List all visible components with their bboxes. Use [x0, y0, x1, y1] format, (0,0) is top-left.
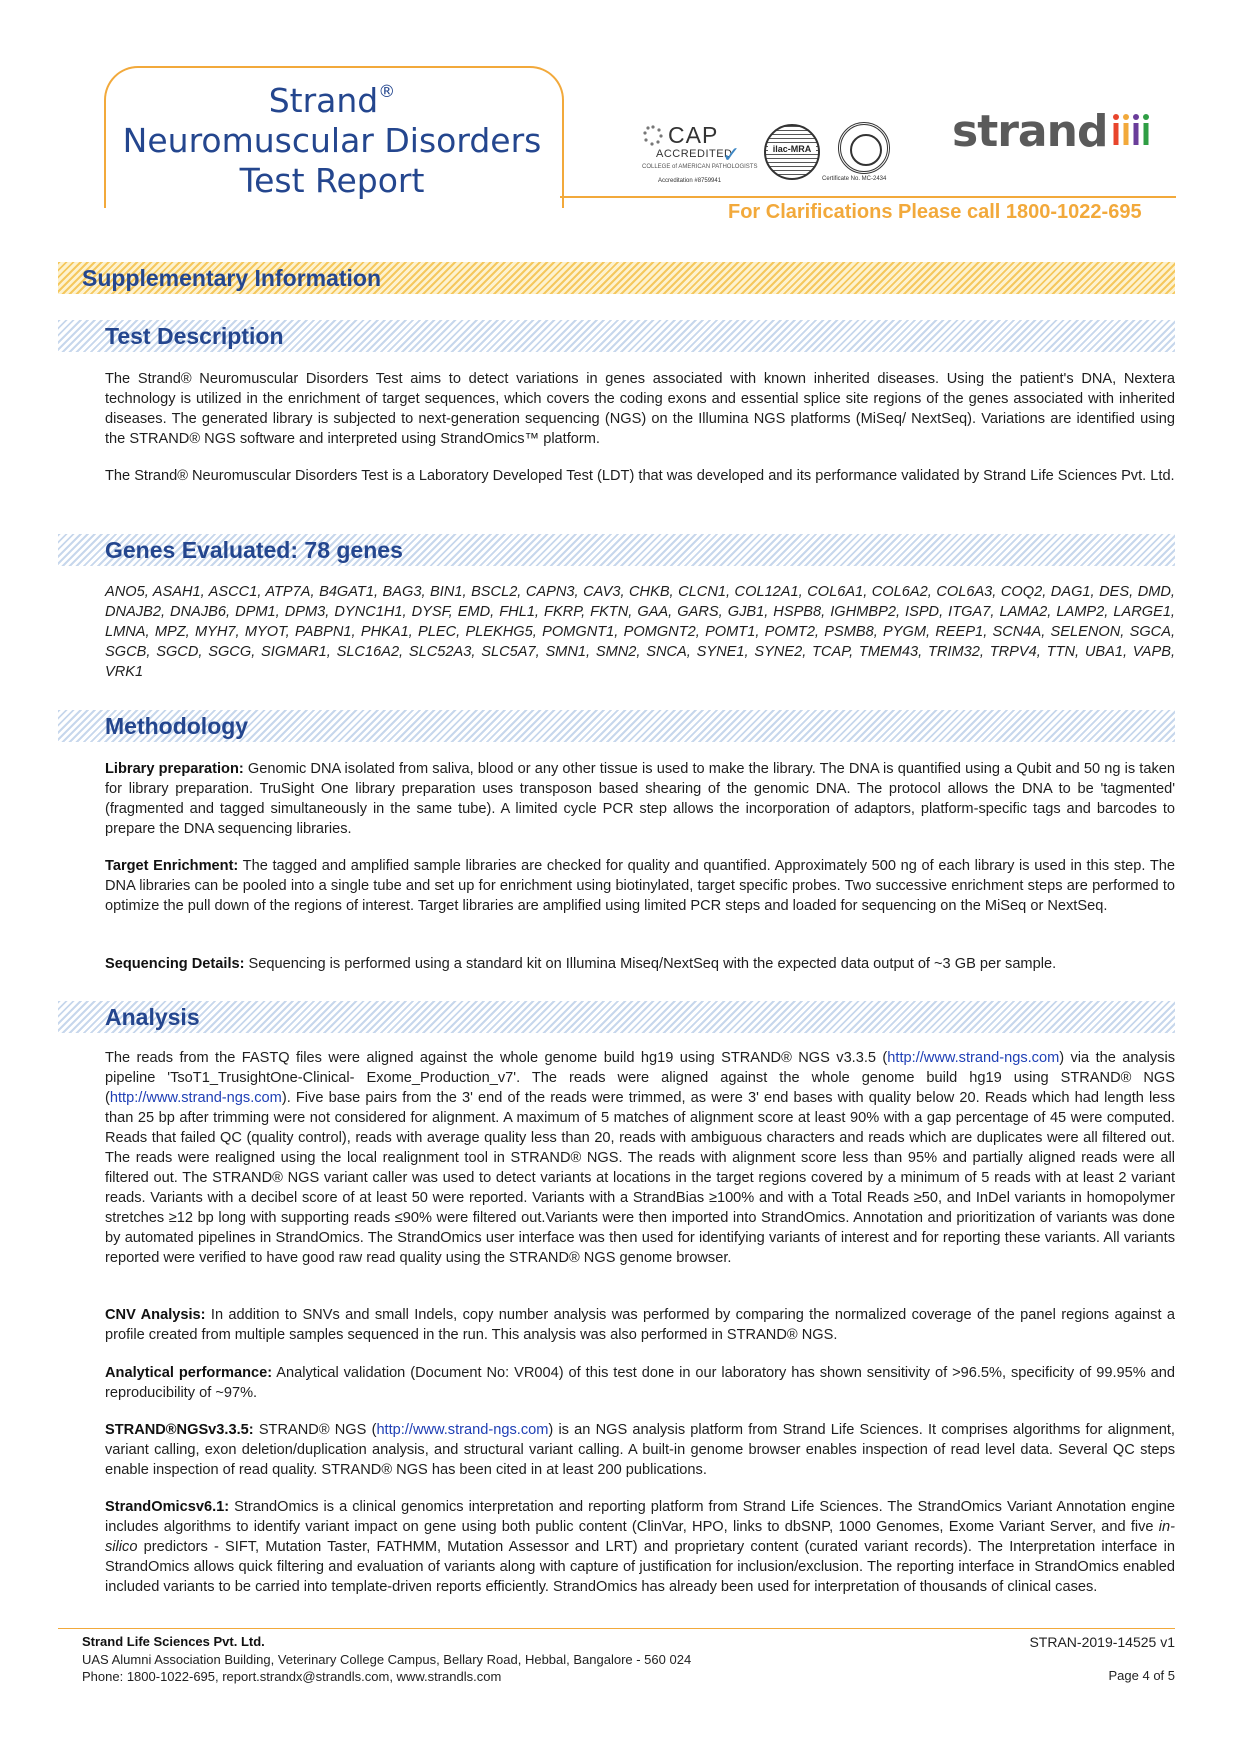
clarification-phone: For Clarifications Please call 1800-1022-695 — [728, 201, 1142, 223]
strand-bars-icon — [1112, 112, 1152, 146]
library-preparation-label: Library preparation: — [105, 761, 244, 777]
nabl-seal-icon — [838, 122, 890, 174]
strandomics-paragraph — [105, 1497, 1175, 1597]
cnv-analysis-paragraph — [105, 1305, 1175, 1345]
section-bar-methodology — [58, 710, 1175, 742]
title-line-2: Neuromuscular Disorders — [122, 121, 542, 160]
strandomics-text-2: predictors - SIFT, Mutation Taster, FATHMM, Mutation Assessor and LRT) and proprietary content (curated variant records). The Interpretation interface in StrandOmics allows quick filtering and evaluation of variants along with capture of justification for inclusion/exclusion. The reporting interface in StrandOmics enabled included variants to be carried into template-driven reports efficiently. StrandOmics has already been used for interpretation of thousands of clinical cases. — [105, 1539, 1175, 1595]
cap-accreditation-logo — [640, 118, 758, 194]
analysis-text-2: ) via the analysis pipeline 'TsoT1_TrusightOne-Clinical- Exome_Production_v7'. The reads were aligned against the whole genome build hg19 using STRAND® NGS ( — [105, 1050, 1175, 1106]
analysis-text-1: The reads from the FASTQ files were aligned against the whole genome build hg19 using STRAND® NGS v3.3.5 ( — [105, 1050, 888, 1066]
target-enrichment-paragraph — [105, 856, 1175, 916]
footer-address: UAS Alumni Association Building, Veterinary College Campus, Bellary Road, Hebbal, Bangalore - 560 024 — [82, 1652, 692, 1667]
document-id: STRAN-2019-14525 v1 — [1029, 1634, 1175, 1650]
strand-ngs-link[interactable]: http://www.strand-ngs.com — [887, 1050, 1060, 1066]
strand-ngs-link-3[interactable]: http://www.strand-ngs.com — [376, 1422, 549, 1438]
strand-ngs-label: STRAND®NGSv3.3.5: — [105, 1422, 254, 1438]
strandomics-label: StrandOmicsv6.1: — [105, 1499, 230, 1515]
cnv-analysis-text: In addition to SNVs and small Indels, copy number analysis was performed by comparing the normalized coverage of the panel regions against a profile created from multiple samples sequenced in the run. This analysis was also performed in STRAND® NGS. — [105, 1307, 1175, 1343]
strand-ngs-text-1: STRAND® NGS ( — [253, 1422, 377, 1438]
section-bar-test-description — [58, 320, 1175, 352]
analytical-performance-label: Analytical performance: — [105, 1365, 273, 1381]
sequencing-details-text: Sequencing is performed using a standard kit on Illumina Miseq/NextSeq with the expected data output of ~3 GB per sample. — [244, 956, 1057, 972]
test-description-paragraph-2: The Strand® Neuromuscular Disorders Test is a Laboratory Developed Test (LDT) that was developed and its performance validated by Strand Life Sciences Pvt. Ltd. — [105, 468, 1175, 484]
cap-dots-icon — [642, 124, 664, 146]
nabl-certificate-number: Certificate No. MC-2434 — [822, 176, 887, 182]
library-preparation-paragraph — [105, 759, 1175, 839]
strand-logo: strand — [952, 106, 1108, 157]
section-bar-analysis — [58, 1001, 1175, 1033]
analysis-text-3: ). Five base pairs from the 3' end of the reads were trimmed, as were 3' end bases with quality below 20. Reads which had length less than 25 bp after trimming were not considered for alignment. A maximum of 5 matches of alignment score at least 90% with a gap percentage of 45 were computed. Reads that failed QC (quality control), reads with average quality less than 20, reads with ambiguous characters and reads which are duplicates were all filtered out. The reads were realigned using the local realignment tool in STRAND® NGS. The reads with alignment score less than 95% and partially aligned reads were all filtered out. The STRAND® NGS variant caller was used to detect variants at locations in the target regions covered by a minimum of 5 reads with at least 2 variant reads. Variants with a decibel score of at least 50 were reported. Variants with a StrandBias ≥100% and with a Total Reads ≥50, and InDel variants in homopolymer stretches ≥12 bp long with supporting reads ≤90% were filtered out.Variants were then imported into StrandOmics. Annotation and prioritization of variants was done by automated pipelines in StrandOmics. The StrandOmics user interface was then used for identifying variants of interest and for reporting these variants. All variants reported were verified to have good raw read quality using the STRAND® NGS genome browser. — [105, 1090, 1175, 1266]
cap-organization: COLLEGE of AMERICAN PATHOLOGISTS — [642, 164, 758, 170]
section-bar-supplementary — [58, 262, 1175, 294]
ilac-mra-logo — [764, 124, 820, 180]
analysis-paragraph — [105, 1048, 1175, 1268]
report-title — [104, 72, 560, 201]
footer-divider — [58, 1628, 1175, 1629]
section-title-supplementary: Supplementary Information — [82, 265, 382, 291]
page-number: Page 4 of 5 — [1108, 1668, 1175, 1683]
section-bar-genes — [58, 534, 1175, 566]
library-preparation-text: Genomic DNA isolated from saliva, blood or any other tissue is used to make the library. The DNA is quantified using a Qubit and 50 ng is taken for library preparation. TruSight One library preparation uses transposon based shearing of the genomic DNA. The protocol allows the DNA to be 'tagmented' (fragmented and tagged simultaneously in the same tube). A limited cycle PCR step allows the incorporation of adaptors, platform-specific tags and barcodes to prepare the DNA sequencing libraries. — [105, 761, 1175, 837]
gene-list: ANO5, ASAH1, ASCC1, ATP7A, B4GAT1, BAG3, BIN1, BSCL2, CAPN3, CAV3, CHKB, CLCN1, COL12A1, COL6A1, COL6A2, COL6A3, COQ2, DAG1, DES, DMD, DNAJB2, DNAJB6, DPM1, DPM3, DYNC1H1, DYSF, EMD, FHL1, FKRP, FKTN, GAA, GARS, GJB1, HSPB8, IGHMBP2, ISPD, ITGA7, LAMA2, LAMP2, LARGE1, LMNA, MPZ, MYH7, MYOT, PABPN1, PHKA1, PLEC, PLEKHG5, POMGNT1, POMGNT2, POMT1, POMT2, PSMB8, PYGM, REEP1, SCN4A, SELENON, SGCA, SGCB, SGCD, SGCG, SIGMAR1, SLC16A2, SLC52A3, SLC5A7, SMN1, SMN2, SNCA, SYNE1, SYNE2, TCAP, TMEM43, TRIM32, TRPV4, TTN, UBA1, VAPB, VRK1 — [105, 584, 1175, 680]
title-brand: Strand — [268, 81, 379, 120]
test-description-paragraph-1: The Strand® Neuromuscular Disorders Test aims to detect variations in genes associated with known inherited diseases. Using the patient's DNA, Nextera technology is utilized in the enrichment of target sequences, which covers the coding exons and essential splice site regions of the genes associated with inherited diseases. The generated library is subjected to next-generation sequencing (NGS) on the Illumina NGS platforms (MiSeq/ NextSeq). Variations are identified using the STRAND® NGS software and interpreted using StrandOmics™ platform. — [105, 371, 1175, 447]
analytical-performance-paragraph — [105, 1363, 1175, 1403]
section-title-methodology: Methodology — [105, 713, 249, 739]
header-divider — [560, 196, 1176, 198]
strandomics-text-1: StrandOmics is a clinical genomics interpretation and reporting platform from Strand Life Sciences. The StrandOmics Variant Annotation engine includes algorithms to identify variant impact on gene using both public content (ClinVar, HPO, links to dbSNP, 1000 Genomes, Exome Variant Server, and five — [105, 1499, 1175, 1535]
cap-main-label: CAP — [668, 122, 719, 148]
target-enrichment-label: Target Enrichment: — [105, 858, 239, 874]
footer-contact: Phone: 1800-1022-695, report.strandx@strandls.com, www.strandls.com — [82, 1669, 502, 1684]
footer-company: Strand Life Sciences Pvt. Ltd. — [82, 1634, 265, 1649]
sequencing-details-paragraph — [105, 954, 1175, 974]
strand-ngs-link-2[interactable]: http://www.strand-ngs.com — [109, 1090, 282, 1106]
cap-accreditation-number: Accreditation #8759941 — [658, 178, 722, 184]
nabl-seal-inner — [850, 134, 882, 166]
checkmark-icon: ✓ — [722, 142, 741, 167]
section-title-test-description: Test Description — [105, 323, 284, 349]
cap-accredited-label: ACCREDITED — [656, 148, 733, 160]
registered-mark: ® — [378, 82, 396, 102]
strand-ngs-text-2: ) is an NGS analysis platform from Strand Life Sciences. It comprises algorithms for alignment, variant calling, exon deletion/duplication analysis, and structural variant calling. A built-in genome browser enables inspection of read level data. Several QC steps enable inspection of read quality. STRAND® NGS has been cited in at least 200 publications. — [105, 1422, 1175, 1478]
cnv-analysis-label: CNV Analysis: — [105, 1307, 206, 1323]
section-title-analysis: Analysis — [105, 1004, 200, 1030]
title-line-3: Test Report — [239, 161, 425, 200]
strand-ngs-paragraph — [105, 1420, 1175, 1480]
section-title-genes: Genes Evaluated: 78 genes — [105, 537, 403, 563]
ilac-label: ilac-MRA — [768, 144, 816, 154]
analytical-performance-text: Analytical validation (Document No: VR004) of this test done in our laboratory has shown sensitivity of >96.5%, specificity of 99.95% and reproducibility of ~97%. — [105, 1365, 1175, 1401]
in-silico-term: in-silico — [105, 1519, 1175, 1555]
sequencing-details-label: Sequencing Details: — [105, 956, 245, 972]
target-enrichment-text: The tagged and amplified sample libraries are checked for quality and quantified. Approximately 500 ng of each library is used in this step. The DNA libraries can be pooled into a single tube and set up for enrichment using biotinylated, target specific probes. Two successive enrichment steps are performed to optimize the pull down of the regions of interest. Target libraries are amplified using limited PCR steps and loaded for sequencing on the MiSeq or NextSeq. — [105, 858, 1175, 914]
